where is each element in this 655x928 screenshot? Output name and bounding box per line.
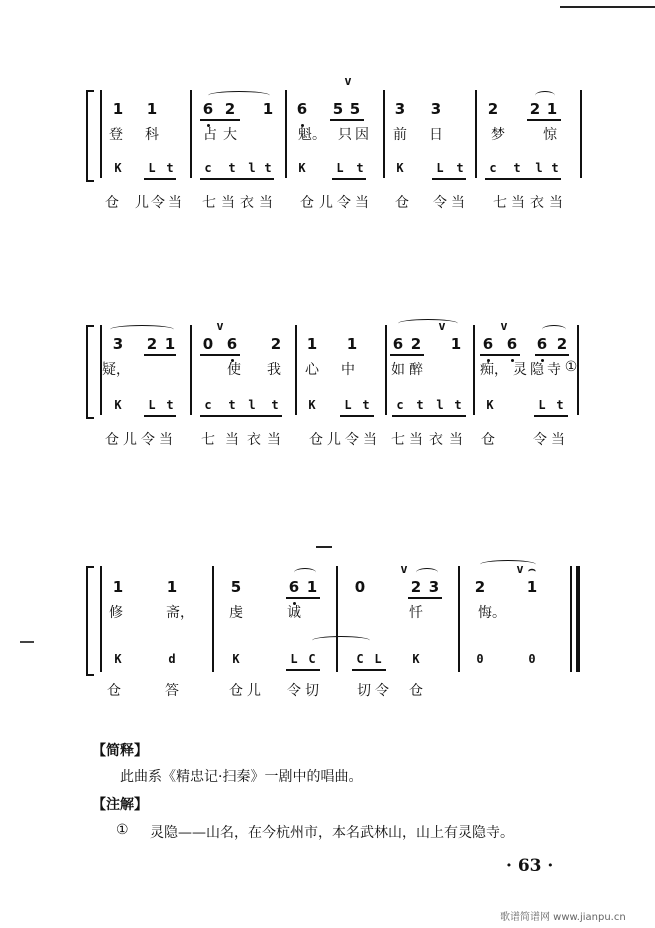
percussion-symbol: L — [374, 652, 382, 666]
percussion-word: 儿 — [327, 432, 341, 448]
percussion-word: 令 — [433, 195, 447, 211]
percussion-word: 儿 — [319, 195, 333, 211]
final-thick-barline — [576, 566, 580, 672]
percussion-symbol: l — [436, 398, 444, 412]
note: 3 — [428, 578, 440, 596]
barline — [212, 566, 214, 672]
note: 2 — [146, 335, 158, 353]
slur — [312, 636, 370, 645]
percussion-word: 七 — [201, 432, 215, 448]
slur — [398, 319, 458, 328]
beam — [408, 597, 442, 599]
breath-mark: v — [400, 562, 408, 576]
breath-mark: v — [500, 319, 508, 333]
beam — [432, 178, 466, 180]
lyric: 登 — [109, 127, 123, 143]
beam — [527, 119, 561, 121]
barline — [190, 325, 192, 415]
lyric: 惊 — [543, 127, 557, 143]
percussion-word: 当 — [355, 195, 369, 211]
beam — [200, 178, 274, 180]
percussion-symbol: K — [308, 398, 316, 412]
slur — [110, 325, 174, 334]
percussion-symbol: t — [271, 398, 279, 412]
note: 2 — [224, 100, 236, 118]
note: 2 — [410, 335, 422, 353]
lyric: 只 — [338, 127, 352, 143]
percussion-word: 七 — [202, 195, 216, 211]
beam — [534, 415, 568, 417]
percussion-symbol: t — [356, 161, 364, 175]
percussion-symbol: L — [148, 161, 156, 175]
percussion-word: 当 — [168, 195, 182, 211]
percussion-word: 当 — [549, 195, 563, 211]
barline — [473, 325, 475, 415]
barline — [285, 90, 287, 178]
system-bracket — [86, 90, 94, 182]
percussion-symbol: K — [114, 652, 122, 666]
note: 6 — [392, 335, 404, 353]
percussion-symbol: l — [248, 161, 256, 175]
beam — [352, 669, 386, 671]
percussion-word: 儿 — [135, 195, 149, 211]
barline — [475, 90, 477, 178]
percussion-symbol: t — [166, 398, 174, 412]
barline — [385, 325, 387, 415]
note: 1 — [306, 578, 318, 596]
percussion-word: 令 — [141, 432, 155, 448]
breath-mark: v — [216, 319, 224, 333]
percussion-symbol: L — [344, 398, 352, 412]
percussion-symbol: t — [513, 161, 521, 175]
note: 6 — [226, 335, 238, 353]
note: 6 — [536, 335, 548, 353]
percussion-symbol: t — [454, 398, 462, 412]
percussion-symbol: l — [535, 161, 543, 175]
percussion-word: 令 — [375, 683, 389, 699]
percussion-symbol: K — [486, 398, 494, 412]
lyric: 隐 — [530, 362, 544, 378]
percussion-word: 切 — [305, 683, 319, 699]
lyric: 大 — [223, 127, 237, 143]
lyric: 痴， — [480, 362, 508, 378]
breath-mark: v — [438, 319, 446, 333]
percussion-symbol: K — [412, 652, 420, 666]
percussion-symbol: c — [204, 161, 212, 175]
note: 2 — [556, 335, 568, 353]
percussion-word: 当 — [511, 195, 525, 211]
lyric: 悔。 — [478, 605, 506, 621]
percussion-symbol: t — [416, 398, 424, 412]
percussion-word: 衣 — [530, 195, 544, 211]
percussion-symbol: d — [168, 652, 176, 666]
percussion-word: 当 — [551, 432, 565, 448]
right-barline — [580, 90, 582, 178]
zhujie-text: 灵隐——山名，在今杭州市，本名武林山，山上有灵隐寺。 — [150, 825, 514, 841]
annotation-marker: ① — [564, 359, 578, 375]
percussion-symbol: l — [248, 398, 256, 412]
percussion-word: 令 — [533, 432, 547, 448]
note: 2 — [270, 335, 282, 353]
percussion-word: 仓 — [300, 195, 314, 211]
note: 1 — [146, 100, 158, 118]
slur — [208, 91, 270, 100]
percussion-word: 令 — [345, 432, 359, 448]
lyric: 因 — [355, 127, 369, 143]
note: 1 — [346, 335, 358, 353]
beam — [200, 119, 240, 121]
lyric: 使 — [227, 362, 241, 378]
percussion-word: 仓 — [395, 195, 409, 211]
note: 2 — [410, 578, 422, 596]
percussion-word: 仓 — [309, 432, 323, 448]
percussion-word: 当 — [267, 432, 281, 448]
slur — [416, 568, 438, 577]
stray-mark — [316, 546, 332, 548]
page-number: · 63 · — [506, 856, 554, 876]
beam — [390, 354, 424, 356]
watermark: 歌谱简谱网 www.jianpu.cn — [500, 912, 626, 923]
percussion-symbol: t — [228, 398, 236, 412]
percussion-word: 仓 — [229, 683, 243, 699]
note: 6 — [482, 335, 494, 353]
note: 1 — [306, 335, 318, 353]
percussion-word: 儿 — [123, 432, 137, 448]
note: 1 — [262, 100, 274, 118]
percussion-symbol: t — [228, 161, 236, 175]
barline — [383, 90, 385, 178]
beam — [535, 354, 569, 356]
note: 6 — [202, 100, 214, 118]
lyric: 梦 — [491, 127, 505, 143]
beam — [286, 669, 320, 671]
percussion-word: 当 — [449, 432, 463, 448]
percussion-symbol: L — [436, 161, 444, 175]
lyric: 灵 — [513, 362, 527, 378]
note: 0 — [354, 578, 366, 596]
percussion-symbol: 0 — [528, 652, 536, 666]
score-system-1 — [80, 74, 590, 218]
lyric: 如 — [391, 362, 405, 378]
percussion-word: 当 — [451, 195, 465, 211]
system-bracket — [86, 566, 94, 676]
note: 2 — [474, 578, 486, 596]
percussion-symbol: 0 — [476, 652, 484, 666]
note: 1 — [112, 100, 124, 118]
breath-mark: v — [344, 74, 352, 88]
percussion-word: 当 — [259, 195, 273, 211]
percussion-word: 七 — [391, 432, 405, 448]
beam — [480, 354, 520, 356]
barline — [295, 325, 297, 415]
slur — [294, 568, 316, 577]
left-barline — [100, 90, 102, 178]
lyric: 忏 — [409, 605, 423, 621]
jianshi-text: 此曲系《精忠记·扫秦》一剧中的唱曲。 — [120, 769, 363, 785]
percussion-symbol: t — [456, 161, 464, 175]
note: 3 — [394, 100, 406, 118]
lyric: 修 — [109, 605, 123, 621]
percussion-symbol: K — [396, 161, 404, 175]
lyric: 疑， — [102, 362, 130, 378]
lyric: 心 — [305, 362, 319, 378]
note: 6 — [506, 335, 518, 353]
note: 1 — [450, 335, 462, 353]
slur — [542, 325, 566, 334]
lyric: 我 — [267, 362, 281, 378]
note: 5 — [230, 578, 242, 596]
note: 5 — [349, 100, 361, 118]
beam — [200, 415, 282, 417]
percussion-symbol: c — [204, 398, 212, 412]
percussion-word: 当 — [363, 432, 377, 448]
lyric: 斋， — [166, 605, 194, 621]
beam — [200, 354, 240, 356]
barline — [190, 90, 192, 178]
beam — [330, 119, 364, 121]
percussion-word: 衣 — [240, 195, 254, 211]
percussion-symbol: t — [551, 161, 559, 175]
slur — [535, 91, 555, 100]
percussion-symbol: K — [232, 652, 240, 666]
note: 0 — [202, 335, 214, 353]
percussion-word: 仓 — [481, 432, 495, 448]
percussion-word: 衣 — [247, 432, 261, 448]
beam — [144, 354, 176, 356]
note: 3 — [112, 335, 124, 353]
percussion-symbol: K — [114, 161, 122, 175]
jianshi-heading: 【简释】 — [92, 743, 148, 759]
lyric: 前 — [393, 127, 407, 143]
lyric: 日 — [429, 127, 443, 143]
zhujie-heading: 【注解】 — [92, 797, 148, 813]
lyric: 科 — [145, 127, 159, 143]
note: 6 — [288, 578, 300, 596]
note: 3 — [430, 100, 442, 118]
note: 1 — [546, 100, 558, 118]
percussion-word: 七 — [493, 195, 507, 211]
percussion-word: 当 — [225, 432, 239, 448]
final-thin-barline — [570, 566, 572, 672]
percussion-symbol: c — [396, 398, 404, 412]
beam — [286, 597, 320, 599]
note: 2 — [487, 100, 499, 118]
right-barline — [577, 325, 579, 415]
stray-mark — [20, 641, 34, 643]
percussion-symbol: K — [114, 398, 122, 412]
percussion-symbol: K — [298, 161, 306, 175]
percussion-word: 仓 — [107, 683, 121, 699]
note: 5 — [332, 100, 344, 118]
lyric: 醉 — [409, 362, 423, 378]
percussion-word: 令 — [337, 195, 351, 211]
note: 1 — [166, 578, 178, 596]
score-system-2 — [80, 319, 590, 455]
left-barline — [100, 566, 102, 672]
beam — [340, 415, 374, 417]
percussion-symbol: C — [356, 652, 364, 666]
percussion-symbol: L — [336, 161, 344, 175]
percussion-word: 令 — [151, 195, 165, 211]
percussion-word: 衣 — [429, 432, 443, 448]
percussion-word: 当 — [409, 432, 423, 448]
percussion-symbol: t — [166, 161, 174, 175]
zhujie-marker: ① — [116, 822, 129, 838]
percussion-symbol: c — [489, 161, 497, 175]
lyric: 占 — [203, 127, 217, 143]
percussion-word: 仓 — [105, 195, 119, 211]
barline — [336, 566, 338, 672]
percussion-symbol: L — [148, 398, 156, 412]
lyric: 诚 — [287, 605, 301, 621]
beam — [332, 178, 366, 180]
percussion-word: 答 — [165, 683, 179, 699]
system-bracket — [86, 325, 94, 419]
beam — [144, 415, 176, 417]
percussion-symbol: L — [538, 398, 546, 412]
beam — [144, 178, 176, 180]
note: 1 — [164, 335, 176, 353]
percussion-word: 当 — [221, 195, 235, 211]
lyric: 虔 — [229, 605, 243, 621]
note: 1 — [526, 578, 538, 596]
percussion-word: 儿 — [247, 683, 261, 699]
note: 2 — [529, 100, 541, 118]
top-rule — [560, 6, 655, 8]
lyric: 魁。 — [298, 127, 326, 143]
percussion-word: 仓 — [409, 683, 423, 699]
percussion-word: 当 — [159, 432, 173, 448]
fermata: ⌢ — [528, 562, 536, 576]
percussion-symbol: t — [362, 398, 370, 412]
percussion-word: 仓 — [105, 432, 119, 448]
barline — [458, 566, 460, 672]
percussion-symbol: L — [290, 652, 298, 666]
beam — [392, 415, 466, 417]
note: 1 — [112, 578, 124, 596]
percussion-symbol: t — [556, 398, 564, 412]
percussion-symbol: C — [308, 652, 316, 666]
percussion-word: 令 — [287, 683, 301, 699]
percussion-symbol: t — [264, 161, 272, 175]
score-system-3 — [80, 562, 590, 706]
percussion-word: 切 — [357, 683, 371, 699]
lyric: 寺 — [547, 362, 561, 378]
beam — [485, 178, 561, 180]
lyric: 中 — [341, 362, 355, 378]
breath-mark: v — [516, 562, 524, 576]
note: 6 — [296, 100, 308, 118]
